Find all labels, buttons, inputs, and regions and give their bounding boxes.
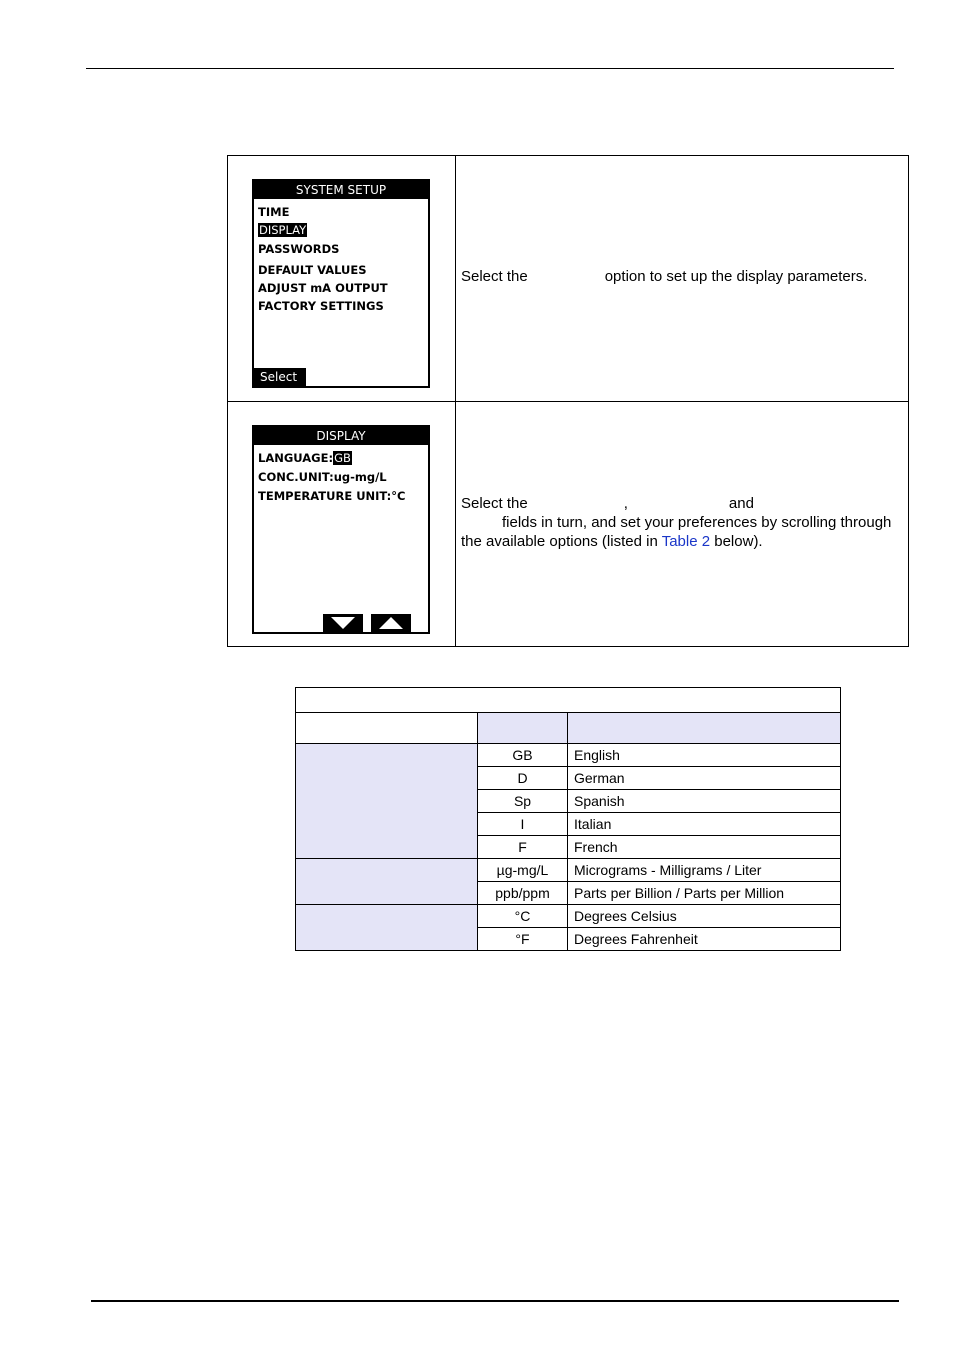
description-cell: Parts per Billion / Parts per Million	[568, 882, 841, 905]
screen-title: DISPLAY	[254, 427, 428, 445]
footer-rule	[91, 1300, 899, 1302]
table-caption	[296, 688, 841, 713]
temperature-unit-line: TEMPERATURE UNIT:°C	[258, 489, 406, 503]
table-row	[296, 859, 841, 882]
option-cell: I	[478, 813, 568, 836]
menu-item-default-values: DEFAULT VALUES	[258, 263, 367, 277]
table-2-link[interactable]: Table 2	[661, 533, 711, 550]
description-cell: French	[568, 836, 841, 859]
step-row-system-setup	[228, 156, 908, 402]
menu-item-factory-settings: FACTORY SETTINGS	[258, 299, 384, 313]
table-row	[296, 905, 841, 928]
step-2-text: Select the , and fields in turn, and set your preferences by scrolling through the available options (listed in Table 2 below).	[461, 495, 892, 550]
step-row-display	[228, 402, 908, 647]
option-cell: F	[478, 836, 568, 859]
table-row	[296, 744, 841, 767]
option-cell: ppb/ppm	[478, 882, 568, 905]
option-cell: Sp	[478, 790, 568, 813]
description-cell: German	[568, 767, 841, 790]
option-cell: °C	[478, 905, 568, 928]
conc-unit-line: CONC.UNIT:ug-mg/L	[258, 470, 387, 484]
menu-item-display	[258, 223, 307, 237]
screen-cell	[228, 156, 456, 401]
option-cell: µg-mg/L	[478, 859, 568, 882]
parameter-temperature-unit	[296, 905, 478, 951]
screen-cell	[228, 402, 456, 647]
display-screen	[252, 425, 430, 634]
instruction-table	[227, 155, 909, 647]
screen-title: SYSTEM SETUP	[254, 181, 428, 199]
select-softkey: Select	[254, 368, 306, 386]
description-cell: Italian	[568, 813, 841, 836]
menu-item-passwords: PASSWORDS	[258, 242, 340, 256]
language-line: LANGUAGE:GB	[258, 451, 351, 465]
header-rule	[86, 68, 894, 69]
description-cell: Degrees Celsius	[568, 905, 841, 928]
instruction-cell	[456, 156, 908, 401]
menu-item-time: TIME	[258, 205, 290, 219]
parameter-conc-unit	[296, 859, 478, 905]
description-cell: English	[568, 744, 841, 767]
menu-item-adjust-ma-output: ADJUST mA OUTPUT	[258, 281, 388, 295]
header-description	[568, 713, 841, 744]
option-cell: D	[478, 767, 568, 790]
option-cell: GB	[478, 744, 568, 767]
up-arrow-icon	[371, 614, 411, 632]
description-cell: Spanish	[568, 790, 841, 813]
display-options-table	[295, 687, 841, 951]
down-arrow-icon	[323, 614, 363, 632]
header-parameter	[296, 713, 478, 744]
instruction-cell	[456, 402, 908, 647]
parameter-language	[296, 744, 478, 859]
description-cell: Micrograms - Milligrams / Liter	[568, 859, 841, 882]
table-header-row	[296, 713, 841, 744]
selected-highlight: DISPLAY	[259, 223, 307, 237]
language-value-highlight: GB	[334, 451, 351, 465]
description-cell: Degrees Fahrenheit	[568, 928, 841, 951]
step-1-text: Select the option to set up the display parameters.	[461, 268, 868, 285]
option-cell: °F	[478, 928, 568, 951]
header-option	[478, 713, 568, 744]
system-setup-screen	[252, 179, 430, 388]
